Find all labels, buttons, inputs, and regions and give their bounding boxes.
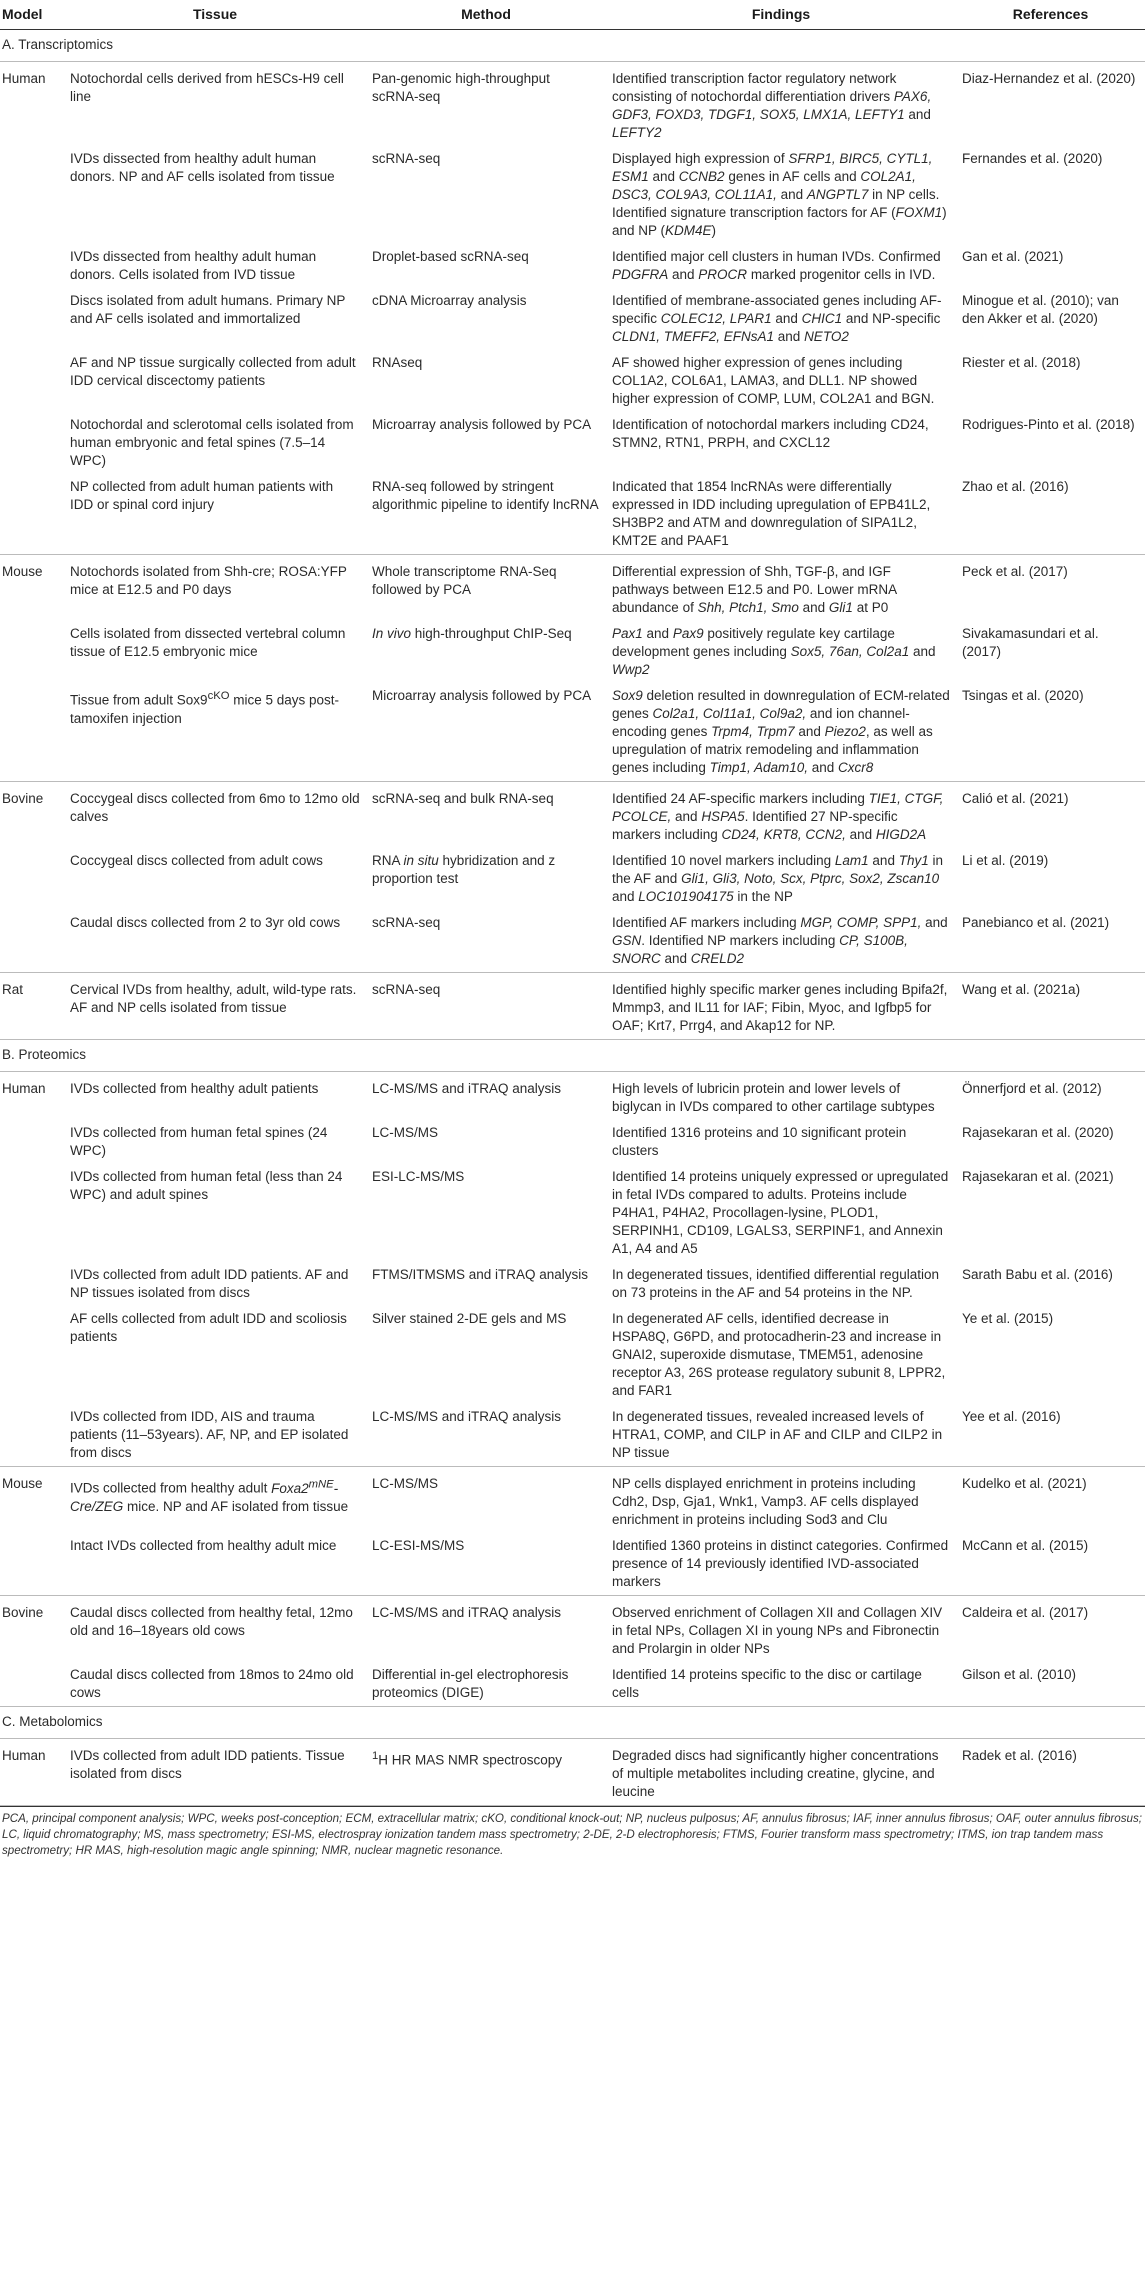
section-title: A. Transcriptomics <box>0 30 1145 62</box>
reference-cell: Radek et al. (2016) <box>956 1739 1145 1806</box>
model-cell <box>0 474 64 555</box>
model-cell <box>0 1404 64 1467</box>
header-model: Model <box>0 0 64 30</box>
reference-cell: Riester et al. (2018) <box>962 355 1081 370</box>
reference-cell: Tsingas et al. (2020) <box>956 683 1145 782</box>
tissue-cell: IVDs collected from healthy adult patients <box>70 1081 319 1096</box>
table-row <box>0 973 1145 1040</box>
table-row <box>0 1164 1145 1262</box>
table-row <box>0 555 1145 622</box>
tissue-cell: Cells isolated from dissected vertebral column tissue of E12.5 embryonic mice <box>70 626 346 659</box>
findings-cell: Differential expression of Shh, TGF-β, and IGF pathways between E12.5 and P0. Lower mRNA abundance of Shh, Ptch1, Smo and Gli1 at P0 <box>612 564 897 615</box>
model-cell: Mouse <box>2 1476 43 1491</box>
reference-cell: Zhao et al. (2016) <box>956 474 1145 555</box>
model-cell: Human <box>2 71 46 86</box>
findings-cell: In degenerated tissues, identified differential regulation on 73 proteins in the AF and 54 proteins in the NP. <box>612 1267 939 1300</box>
model-cell: Mouse <box>2 564 43 579</box>
method-cell: Differential in-gel electrophoresis proteomics (DIGE) <box>366 1662 606 1707</box>
method-cell: cDNA Microarray analysis <box>372 293 527 308</box>
reference-cell: Rajasekaran et al. (2021) <box>962 1169 1114 1184</box>
model-cell <box>0 621 64 683</box>
table-row <box>0 1404 1145 1467</box>
tissue-cell: Notochords isolated from Shh-cre; ROSA:YFP mice at E12.5 and P0 days <box>70 564 347 597</box>
table-row <box>0 848 1145 910</box>
tissue-cell: Coccygeal discs collected from 6mo to 12mo old calves <box>70 791 360 824</box>
tissue-cell: Intact IVDs collected from healthy adult mice <box>64 1533 366 1596</box>
tissue-cell: Caudal discs collected from 18mos to 24mo old cows <box>64 1662 366 1707</box>
table-row <box>0 621 1145 683</box>
table-row <box>0 1306 1145 1404</box>
method-cell: scRNA-seq <box>366 910 606 973</box>
model-cell <box>0 1120 64 1164</box>
model-cell <box>0 1164 64 1262</box>
reference-cell: Minogue et al. (2010); van den Akker et al. (2020) <box>962 293 1119 326</box>
method-cell: LC-ESI-MS/MS <box>366 1533 606 1596</box>
header-references: References <box>956 0 1145 30</box>
model-cell <box>0 146 64 244</box>
tissue-cell: AF cells collected from adult IDD and scoliosis patients <box>70 1311 347 1344</box>
findings-cell: Identified 1316 proteins and 10 significant protein clusters <box>612 1125 907 1158</box>
tissue-cell: IVDs dissected from healthy adult human donors. NP and AF cells isolated from tissue <box>70 151 335 184</box>
method-cell: Silver stained 2-DE gels and MS <box>372 1311 567 1326</box>
model-cell <box>0 1533 64 1596</box>
model-cell: Bovine <box>2 791 44 806</box>
method-cell: In vivo high-throughput ChIP-Seq <box>372 626 572 641</box>
table-body <box>0 30 1145 1806</box>
model-cell <box>0 350 64 412</box>
model-cell <box>0 1306 64 1404</box>
findings-cell: Displayed high expression of SFRP1, BIRC5, CYTL1, ESM1 and CCNB2 genes in AF cells and COL2A1, DSC3, COL9A3, COL11A1, and ANGPTL7 in NP cells. Identified signature transcription factors for AF (FOXM1) and NP (KDM4E) <box>612 151 947 238</box>
reference-cell: Rodrigues-Pinto et al. (2018) <box>962 417 1135 432</box>
findings-cell: Sox9 deletion resulted in downregulation of ECM-related genes Col2a1, Col11a1, Col9a2, and ion channel-encoding genes Trpm4, Trpm7 and Piezo2, as well as upregulation of matrix remodeling and inflammation genes including Timp1, Adam10, and Cxcr8 <box>606 683 956 782</box>
reference-cell: Li et al. (2019) <box>962 853 1049 868</box>
findings-cell: NP cells displayed enrichment in proteins including Cdh2, Dsp, Gja1, Wnk1, Vamp3. AF cells displayed enrichment in proteins including Sod3 and Clu <box>612 1476 919 1527</box>
method-cell: FTMS/ITMSMS and iTRAQ analysis <box>372 1267 589 1282</box>
table-row <box>0 244 1145 288</box>
header-row <box>0 0 1145 30</box>
model-cell: Bovine <box>2 1605 44 1620</box>
reference-cell: Wang et al. (2021a) <box>956 973 1145 1040</box>
table-row <box>0 1739 1145 1806</box>
tissue-cell: AF and NP tissue surgically collected from adult IDD cervical discectomy patients <box>70 355 356 388</box>
reference-cell: Önnerfjord et al. (2012) <box>962 1081 1102 1096</box>
method-cell: Pan-genomic high-throughput scRNA-seq <box>372 71 550 104</box>
table-row <box>0 910 1145 973</box>
reference-cell: Panebianco et al. (2021) <box>956 910 1145 973</box>
model-cell <box>0 244 64 288</box>
tissue-cell: Notochordal and sclerotomal cells isolated from human embryonic and fetal spines (7.5–14 WPC) <box>70 417 354 468</box>
tissue-cell: Caudal discs collected from 2 to 3yr old cows <box>64 910 366 973</box>
reference-cell: Diaz-Hernandez et al. (2020) <box>962 71 1136 86</box>
findings-cell: Identification of notochordal markers including CD24, STMN2, RTN1, PRPH, and CXCL12 <box>612 417 929 450</box>
findings-cell: Identified 24 AF-specific markers including TIE1, CTGF, PCOLCE, and HSPA5. Identified 27 NP-specific markers including CD24, KRT8, CCN2, and HIGD2A <box>612 791 944 842</box>
findings-cell: In degenerated tissues, revealed increased levels of HTRA1, COMP, and CILP in AF and CILP and CILP2 in NP tissue <box>606 1404 956 1467</box>
method-cell: scRNA-seq <box>372 151 441 166</box>
reference-cell: Fernandes et al. (2020) <box>962 151 1103 166</box>
method-cell: RNA in situ hybridization and z proportion test <box>372 853 556 886</box>
table-row <box>0 1262 1145 1306</box>
tissue-cell: IVDs collected from adult IDD patients. AF and NP tissues isolated from discs <box>70 1267 349 1300</box>
model-cell <box>0 910 64 973</box>
table-row <box>0 62 1145 147</box>
findings-cell: Identified highly specific marker genes including Bpifa2f, Mmmp3, and IL11 for IAF; Fibin, Myoc, and Igfbp5 for OAF; Krt7, Prrg4, and Akap12 for NP. <box>606 973 956 1040</box>
tissue-cell: IVDs dissected from healthy adult human donors. Cells isolated from IVD tissue <box>70 249 317 282</box>
reference-cell: Kudelko et al. (2021) <box>962 1476 1087 1491</box>
findings-cell: In degenerated AF cells, identified decrease in HSPA8Q, G6PD, and protocadherin-23 and increase in GNAI2, superoxide dismutase, TMEM51, adenosine receptor A3, 26S protease regulatory subunit 8, LPPR2, and FAR1 <box>612 1311 946 1398</box>
reference-cell: Gilson et al. (2010) <box>956 1662 1145 1707</box>
method-cell: LC-MS/MS <box>372 1125 439 1140</box>
findings-cell: Identified 1360 proteins in distinct categories. Confirmed presence of 14 previously identified IVD-associated markers <box>606 1533 956 1596</box>
findings-cell: Identified transcription factor regulatory network consisting of notochordal differentiation drivers PAX6, GDF3, FOXD3, TDGF1, SOX5, LMX1A, LEFTY1 and LEFTY2 <box>612 71 932 140</box>
findings-cell: Identified 10 novel markers including Lam1 and Thy1 in the AF and Gli1, Gli3, Noto, Scx, Ptprc, Sox2, Zscan10 and LOC101904175 in the NP <box>612 853 943 904</box>
reference-cell: Sarath Babu et al. (2016) <box>962 1267 1113 1282</box>
header-tissue: Tissue <box>64 0 366 30</box>
tissue-cell: IVDs collected from human fetal spines (24 WPC) <box>70 1125 328 1158</box>
model-cell: Human <box>2 1081 46 1096</box>
section-title: B. Proteomics <box>0 1040 1145 1072</box>
reference-cell: Peck et al. (2017) <box>962 564 1068 579</box>
method-cell: LC-MS/MS and iTRAQ analysis <box>366 1404 606 1467</box>
table-row <box>0 1120 1145 1164</box>
footnote: PCA, principal component analysis; WPC, weeks post-conception; ECM, extracellular matrix; cKO, conditional knock-out; NP, nucleus pulposus; AF, annulus fibrosus; IAF, inner annulus fibrosus; OAF, outer annulus fibrosus; LC, liquid chromatography; MS, mass spectrometry; ESI-MS, electrospray ionization tandem mass spectrometry; 2-DE, 2-D electrophoresis; FTMS, Fourier transform mass spectrometry; ITMS, ion trap tandem mass spectrometry; HR MAS, high-resolution magic angle spinning; NMR, nuclear magnetic resonance. <box>0 1806 1145 1859</box>
findings-cell: Pax1 and Pax9 positively regulate key cartilage development genes including Sox5, 76an, Col2a1 and Wwp2 <box>612 626 936 677</box>
method-cell: Droplet-based scRNA-seq <box>372 249 529 264</box>
table-row <box>0 1467 1145 1534</box>
tissue-cell: Tissue from adult $Sox9^{cKO}$ mice 5 days post-tamoxifen injection <box>64 683 366 782</box>
model-cell <box>0 848 64 910</box>
tissue-cell: Discs isolated from adult humans. Primary NP and AF cells isolated and immortalized <box>70 293 346 326</box>
table-row <box>0 683 1145 782</box>
method-cell: LC-MS/MS and iTRAQ analysis <box>372 1081 562 1096</box>
table-row <box>0 288 1145 350</box>
findings-cell: Indicated that 1854 lncRNAs were differentially expressed in IDD including upregulation of EPB41L2, SH3BP2 and ATM and downregulation of SIPA1L2, KMT2E and PAAF1 <box>606 474 956 555</box>
tissue-cell: IVDs collected from IDD, AIS and trauma patients (11–53years). AF, NP, and EP isolated from discs <box>64 1404 366 1467</box>
section-row <box>0 1040 1145 1072</box>
method-cell: scRNA-seq <box>366 973 606 1040</box>
table-row <box>0 412 1145 474</box>
tissue-cell: Cervical IVDs from healthy, adult, wild-type rats. AF and NP cells isolated from tissue <box>64 973 366 1040</box>
findings-cell: Observed enrichment of Collagen XII and Collagen XIV in fetal NPs, Collagen XI in young NPs and Fibronectin and Prolargin in older NPs <box>612 1605 943 1656</box>
tissue-cell: Notochordal cells derived from hESCs-H9 cell line <box>70 71 344 104</box>
model-cell <box>0 288 64 350</box>
tissue-cell: IVDs collected from human fetal (less than 24 WPC) and adult spines <box>70 1169 343 1202</box>
method-cell: $^1$H HR MAS NMR spectroscopy <box>366 1739 606 1806</box>
method-cell: scRNA-seq and bulk RNA-seq <box>372 791 554 806</box>
findings-cell: Identified major cell clusters in human IVDs. Confirmed PDGFRA and PROCR marked progenitor cells in IVD. <box>612 249 941 282</box>
model-cell: Human <box>0 1739 64 1806</box>
model-cell <box>0 412 64 474</box>
reference-cell: Yee et al. (2016) <box>956 1404 1145 1467</box>
findings-cell: Identified 14 proteins uniquely expressed or upregulated in fetal IVDs compared to adults. Proteins include P4HA1, P4HA2, Procollagen-lysine, PLOD1, SERPINH1, CD109, LGALS3, SERPINF1, and Annexin A1, A4 and A5 <box>612 1169 949 1256</box>
tissue-cell: NP collected from adult human patients with IDD or spinal cord injury <box>64 474 366 555</box>
tissue-cell: Coccygeal discs collected from adult cows <box>70 853 323 868</box>
model-cell <box>0 1662 64 1707</box>
method-cell: RNA-seq followed by stringent algorithmic pipeline to identify lncRNA <box>366 474 606 555</box>
findings-cell: AF showed higher expression of genes including COL1A2, COL6A1, LAMA3, and DLL1. NP showed higher expression of COMP, LUM, COL2A1 and BGN. <box>612 355 935 406</box>
reference-cell: Rajasekaran et al. (2020) <box>962 1125 1114 1140</box>
findings-cell: Identified 14 proteins specific to the disc or cartilage cells <box>606 1662 956 1707</box>
table-row <box>0 350 1145 412</box>
reference-cell: Ye et al. (2015) <box>962 1311 1054 1326</box>
reference-cell: Calió et al. (2021) <box>962 791 1069 806</box>
tissue-cell: IVDs collected from healthy adult $Foxa2^{mNE}-Cre$/ZEG mice. NP and AF isolated from tissue <box>70 1478 349 1514</box>
findings-cell: Identified AF markers including MGP, COMP, SPP1, and GSN. Identified NP markers including CP, S100B, SNORC and CRELD2 <box>606 910 956 973</box>
model-cell <box>0 1262 64 1306</box>
method-cell: LC-MS/MS <box>372 1476 439 1491</box>
header-findings: Findings <box>606 0 956 30</box>
reference-cell: Sivakamasundari et al. (2017) <box>962 626 1099 659</box>
findings-cell: Degraded discs had significantly higher concentrations of multiple metabolites including creatine, glycine, and leucine <box>606 1739 956 1806</box>
tissue-cell: IVDs collected from adult IDD patients. Tissue isolated from discs <box>64 1739 366 1806</box>
findings-cell: Identified of membrane-associated genes including AF-specific COLEC12, LPAR1 and CHIC1 and NP-specific CLDN1, TMEFF2, EFNsA1 and NETO2 <box>612 293 942 344</box>
method-cell: Microarray analysis followed by PCA <box>366 683 606 782</box>
section-title: C. Metabolomics <box>0 1707 1145 1739</box>
table-row <box>0 782 1145 849</box>
method-cell: Whole transcriptome RNA-Seq followed by PCA <box>372 564 557 597</box>
findings-cell: High levels of lubricin protein and lower levels of biglycan in IVDs compared to other cartilage subtypes <box>612 1081 935 1114</box>
method-cell: RNAseq <box>372 355 423 370</box>
header-method: Method <box>366 0 606 30</box>
reference-cell: Caldeira et al. (2017) <box>962 1605 1089 1620</box>
table-row <box>0 1662 1145 1707</box>
table-row <box>0 1596 1145 1663</box>
table-row <box>0 1533 1145 1596</box>
reference-cell: McCann et al. (2015) <box>956 1533 1145 1596</box>
method-cell: Microarray analysis followed by PCA <box>372 417 592 432</box>
method-cell: LC-MS/MS and iTRAQ analysis <box>372 1605 562 1620</box>
method-cell: ESI-LC-MS/MS <box>372 1169 465 1184</box>
table-row <box>0 146 1145 244</box>
model-cell: Rat <box>0 973 64 1040</box>
table-row <box>0 1072 1145 1121</box>
section-row <box>0 1707 1145 1739</box>
reference-cell: Gan et al. (2021) <box>962 249 1064 264</box>
section-row <box>0 30 1145 62</box>
model-cell <box>0 683 64 782</box>
table-row <box>0 474 1145 555</box>
tissue-cell: Caudal discs collected from healthy fetal, 12mo old and 16–18years old cows <box>70 1605 353 1638</box>
